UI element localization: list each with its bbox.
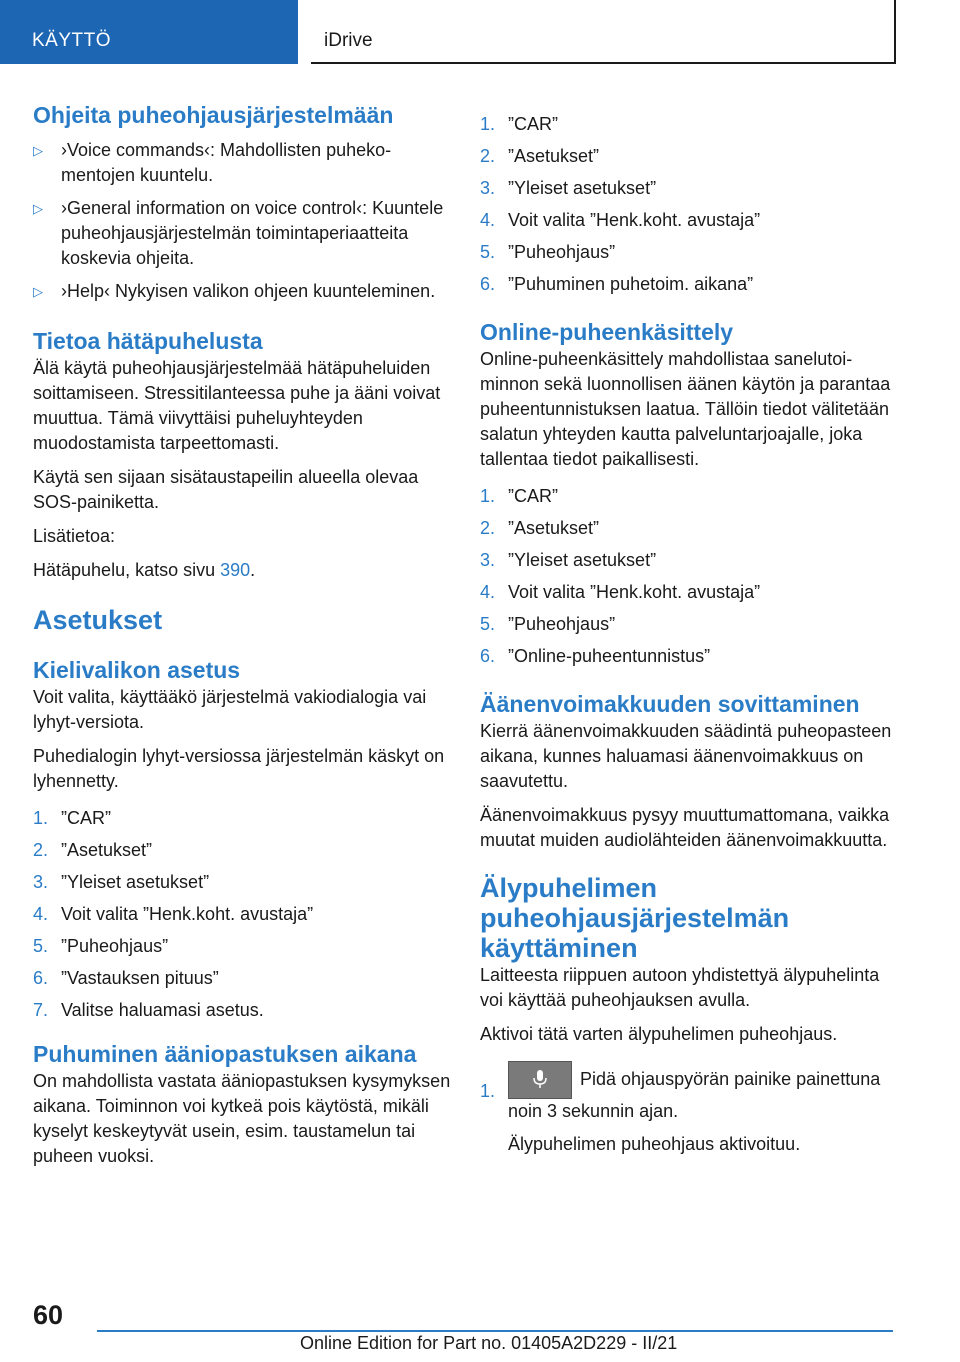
list-item: 2. ”Asetukset” bbox=[480, 146, 600, 166]
volume-paragraph-1: Kierrä äänenvoimakkuuden säädintä puheopasteen aikana, kunnes haluamasi äänenvoimakkuus on saavutettu. bbox=[480, 721, 892, 791]
list-item: 4. Voit valita ”Henk.koht. avustaja” bbox=[33, 904, 314, 924]
language-paragraph-2: Puhedialogin lyhyt-versiossa järjestelmän käskyt on lyhennetty. bbox=[33, 746, 445, 791]
heading-emergency-call: Tietoa hätäpuhelusta bbox=[33, 328, 263, 354]
triangle-bullet-icon: ▷ bbox=[33, 143, 43, 158]
speaking-steps bbox=[480, 112, 900, 297]
language-paragraph-1: Voit valita, käyttääkö järjestelmä vakiodialogia vai lyhyt-versiota. bbox=[33, 687, 427, 732]
list-item: 3. ”Yleiset asetukset” bbox=[480, 178, 657, 198]
list-item: 1. ”CAR” bbox=[480, 486, 558, 506]
page-link-390[interactable]: 390 bbox=[220, 560, 251, 580]
emergency-paragraph-4: Hätäpuhelu, katso sivu 390. bbox=[33, 560, 256, 580]
list-item: 5. ”Puheohjaus” bbox=[33, 936, 169, 956]
smartphone-steps bbox=[480, 1057, 900, 1157]
emergency-paragraph-2: Käytä sen sijaan sisätaustapeilin alueella olevaa SOS-painiketta. bbox=[33, 467, 419, 512]
list-item: 1. ”CAR” bbox=[480, 114, 558, 134]
smartphone-paragraph-1: Laitteesta riippuen autoon yhdistettyä älypuhelinta voi käyttää puheohjauksen avulla. bbox=[480, 965, 880, 1010]
emergency-paragraph-3: Lisätietoa: bbox=[33, 526, 116, 546]
volume-paragraph-2: Äänenvoimakkuus pysyy muuttumattomana, vaikka muutat muiden audiolähteiden äänenvoimakkuutta. bbox=[480, 805, 890, 850]
list-item: 4. Voit valita ”Henk.koht. avustaja” bbox=[480, 582, 761, 602]
heading-online-speech: Online-puheenkäsittely bbox=[480, 319, 734, 345]
list-item: ▷ ›Voice commands‹: Mahdollisten puhekomentojen kuuntelu. bbox=[33, 140, 392, 185]
list-item: ▷ ›General information on voice control‹: Kuuntele puheohjausjärjestelmän toimintaperiaatteita koskevia ohjeita. bbox=[33, 198, 444, 268]
voice-help-list bbox=[33, 138, 451, 304]
right-column bbox=[480, 100, 900, 1164]
list-item: 3. ”Yleiset asetukset” bbox=[33, 872, 210, 892]
heading-language-menu: Kielivalikon asetus bbox=[33, 657, 241, 683]
header-chapter-box bbox=[311, 0, 896, 64]
heading-speaking-during-prompt: Puhuminen ääniopastuksen aikana bbox=[33, 1041, 417, 1067]
list-item: 5. ”Puheohjaus” bbox=[480, 614, 616, 634]
left-column bbox=[33, 100, 451, 1169]
header-section-label: KÄYTTÖ bbox=[32, 30, 112, 51]
list-item: 2. ”Asetukset” bbox=[480, 518, 600, 538]
footer-divider bbox=[97, 1330, 893, 1332]
list-item: 5. ”Puheohjaus” bbox=[480, 242, 616, 262]
list-item: ▷ ›Help‹ Nykyisen valikon ohjeen kuunteleminen. bbox=[33, 279, 451, 304]
online-paragraph-1: Online-puheenkäsittely mahdollistaa sanelutoiminnon sekä luonnollisen äänen käytön ja parantaa puheentunnistuksen laatua. Tällöin tiedot välitetään salatun yhteyden kautta palveluntarjoajalle, joka tallentaa tiedot paikallisesti. bbox=[480, 349, 891, 469]
list-item: 6. ”Vastauksen pituus” bbox=[33, 968, 219, 988]
heading-voice-help: Ohjeita puheohjausjärjestelmään bbox=[33, 102, 394, 128]
header-chapter-label: iDrive bbox=[324, 30, 373, 51]
language-steps bbox=[33, 806, 451, 1023]
list-item: 4. Voit valita ”Henk.koht. avustaja” bbox=[480, 210, 761, 230]
page-number: 60 bbox=[33, 1300, 64, 1330]
microphone-icon bbox=[532, 1069, 548, 1091]
footer-edition: Online Edition for Part no. 01405A2D229 - II/21 bbox=[300, 1333, 678, 1353]
list-item: 6. ”Puhuminen puhetoim. aikana” bbox=[480, 274, 754, 294]
list-item: 7. Valitse haluamasi asetus. bbox=[33, 1000, 264, 1020]
emergency-paragraph-1: Älä käytä puheohjausjärjestelmää hätäpuheluiden soittamiseen. Stressitilanteessa puhe ja ääni voivat muuttua. Tämä viivyttäisi puheluyhteyden muodostamista tarpeettomasti. bbox=[33, 358, 441, 453]
heading-volume-adjust: Äänenvoimakkuuden sovittaminen bbox=[480, 691, 860, 717]
speaking-paragraph-1: On mahdollista vastata ääniopastuksen kysymyksen aikana. Toiminnon voi kytkeä pois käytöstä, mikäli kyselyt keskeytyvät usein, esim. taustamelun tai puheen vuoksi. bbox=[33, 1071, 451, 1166]
online-steps bbox=[480, 484, 900, 669]
list-item: 1. Pidä ohjauspyörän painike painettuna noin 3 sekunnin ajan. Älypuhelimen puheohjaus aktivoituu. bbox=[480, 1057, 900, 1157]
list-item: 1. ”CAR” bbox=[33, 808, 111, 828]
smartphone-paragraph-2: Aktivoi tätä varten älypuhelimen puheohjaus. bbox=[480, 1024, 838, 1044]
header-section-tab bbox=[0, 0, 298, 64]
triangle-bullet-icon: ▷ bbox=[33, 284, 43, 299]
list-item: 6. ”Online-puheentunnistus” bbox=[480, 646, 711, 666]
voice-button-graphic bbox=[508, 1061, 572, 1099]
triangle-bullet-icon: ▷ bbox=[33, 201, 43, 216]
list-item: 3. ”Yleiset asetukset” bbox=[480, 550, 657, 570]
list-item: 2. ”Asetukset” bbox=[33, 840, 153, 860]
heading-smartphone-voice: Älypuhelimen puheohjausjärjestelmän käyttäminen bbox=[480, 873, 790, 963]
smartphone-step-result: Älypuhelimen puheohjaus aktivoituu. bbox=[508, 1134, 801, 1154]
heading-settings: Asetukset bbox=[33, 605, 163, 635]
